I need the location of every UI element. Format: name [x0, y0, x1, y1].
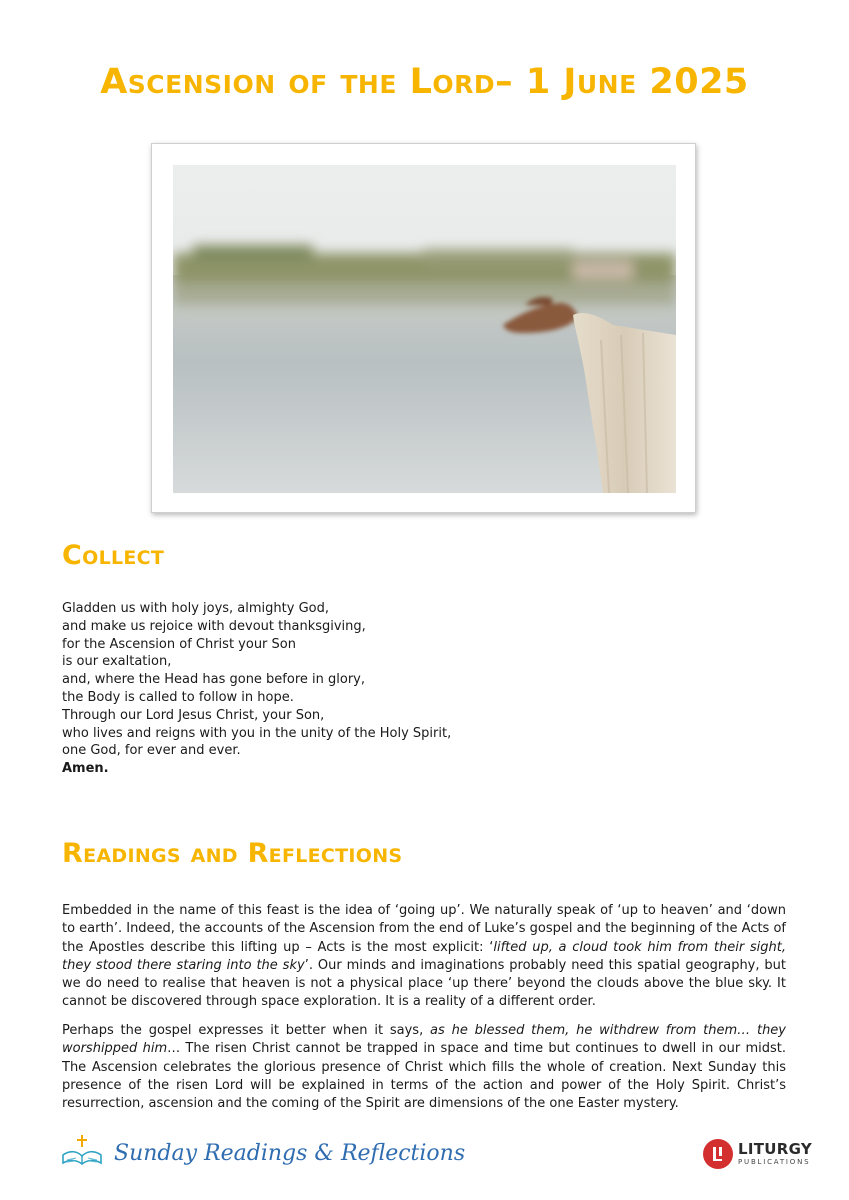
collect-line: who lives and reigns with you in the unity of the Holy Spirit, [62, 725, 452, 741]
collect-amen: Amen. [62, 761, 109, 777]
reflection-paragraph-2 [62, 1022, 786, 1113]
scripture-quote: as he blessed them, he withdrew from them… they worshipped him [62, 1023, 787, 1057]
collect-line: for the Ascension of Christ your Son [62, 636, 296, 652]
hand-over-water-image [173, 165, 676, 493]
collect-line: one God, for ever and ever. [62, 743, 241, 759]
collect-line: and, where the Head has gone before in glory, [62, 672, 365, 688]
reflection-text: ’. Our minds and imaginations probably need this spatial geography, but we do need to realise that heaven is not a physical place ‘up there’ beyond the clouds above the blue sky. It cannot be discovered through space exploration. It is a reality of a different order. [62, 957, 786, 1010]
collect-line: Gladden us with holy joys, almighty God, [62, 601, 329, 616]
publisher-sub: PUBLICATIONS [738, 1158, 811, 1166]
reflection-text: Embedded in the name of this feast is the idea of ‘going up’. We naturally speak of ‘up to heaven’ and ‘down to earth’. Indeed, the accounts of the Ascension from the end of Luke’s gospel and the beginning of the Acts of the Apostles describe this lifting up – Acts is the most explicit: ‘ [62, 903, 786, 955]
open-book-cross-icon [60, 1133, 104, 1173]
collect-line: the Body is called to follow in hope. [62, 689, 294, 705]
collect-line: and make us rejoice with devout thanksgiving, [62, 618, 366, 634]
collect-line: Through our Lord Jesus Christ, your Son, [62, 707, 325, 723]
publisher-name: LITURGY [738, 1140, 813, 1158]
feature-photo-frame [151, 143, 696, 513]
footer-brand-block [60, 1133, 465, 1173]
page-title: Ascension of the Lord– 1 June 2025 [100, 62, 749, 102]
readings-heading: Readings and Reflections [62, 838, 403, 869]
reflection-paragraph-1 [62, 902, 786, 1012]
reflection-text: … The risen Christ cannot be trapped in space and time but continues to dwell in our midst. The Ascension celebrates the glorious presence of Christ which fills the whole of creation. Next Sunday this presence of the risen Lord will be explained in terms of the action and power of the Holy Spirit. Christ’s resurrection, ascension and the coming of the Spirit are dimensions of the one Easter mystery. [62, 1041, 786, 1112]
footer-brand-text: Sunday Readings & Reflections [114, 1140, 466, 1166]
collect-line: is our exaltation, [62, 654, 172, 670]
scripture-quote: lifted up, a cloud took him from their sight, they stood there staring into the sky [62, 939, 786, 973]
liturgy-publications-logo [703, 1137, 812, 1171]
reflection-text: Perhaps the gospel expresses it better when it says, [62, 1023, 431, 1038]
liturgy-logo-icon [703, 1139, 733, 1169]
collect-heading: Collect [62, 540, 165, 571]
collect-prayer [62, 600, 782, 778]
